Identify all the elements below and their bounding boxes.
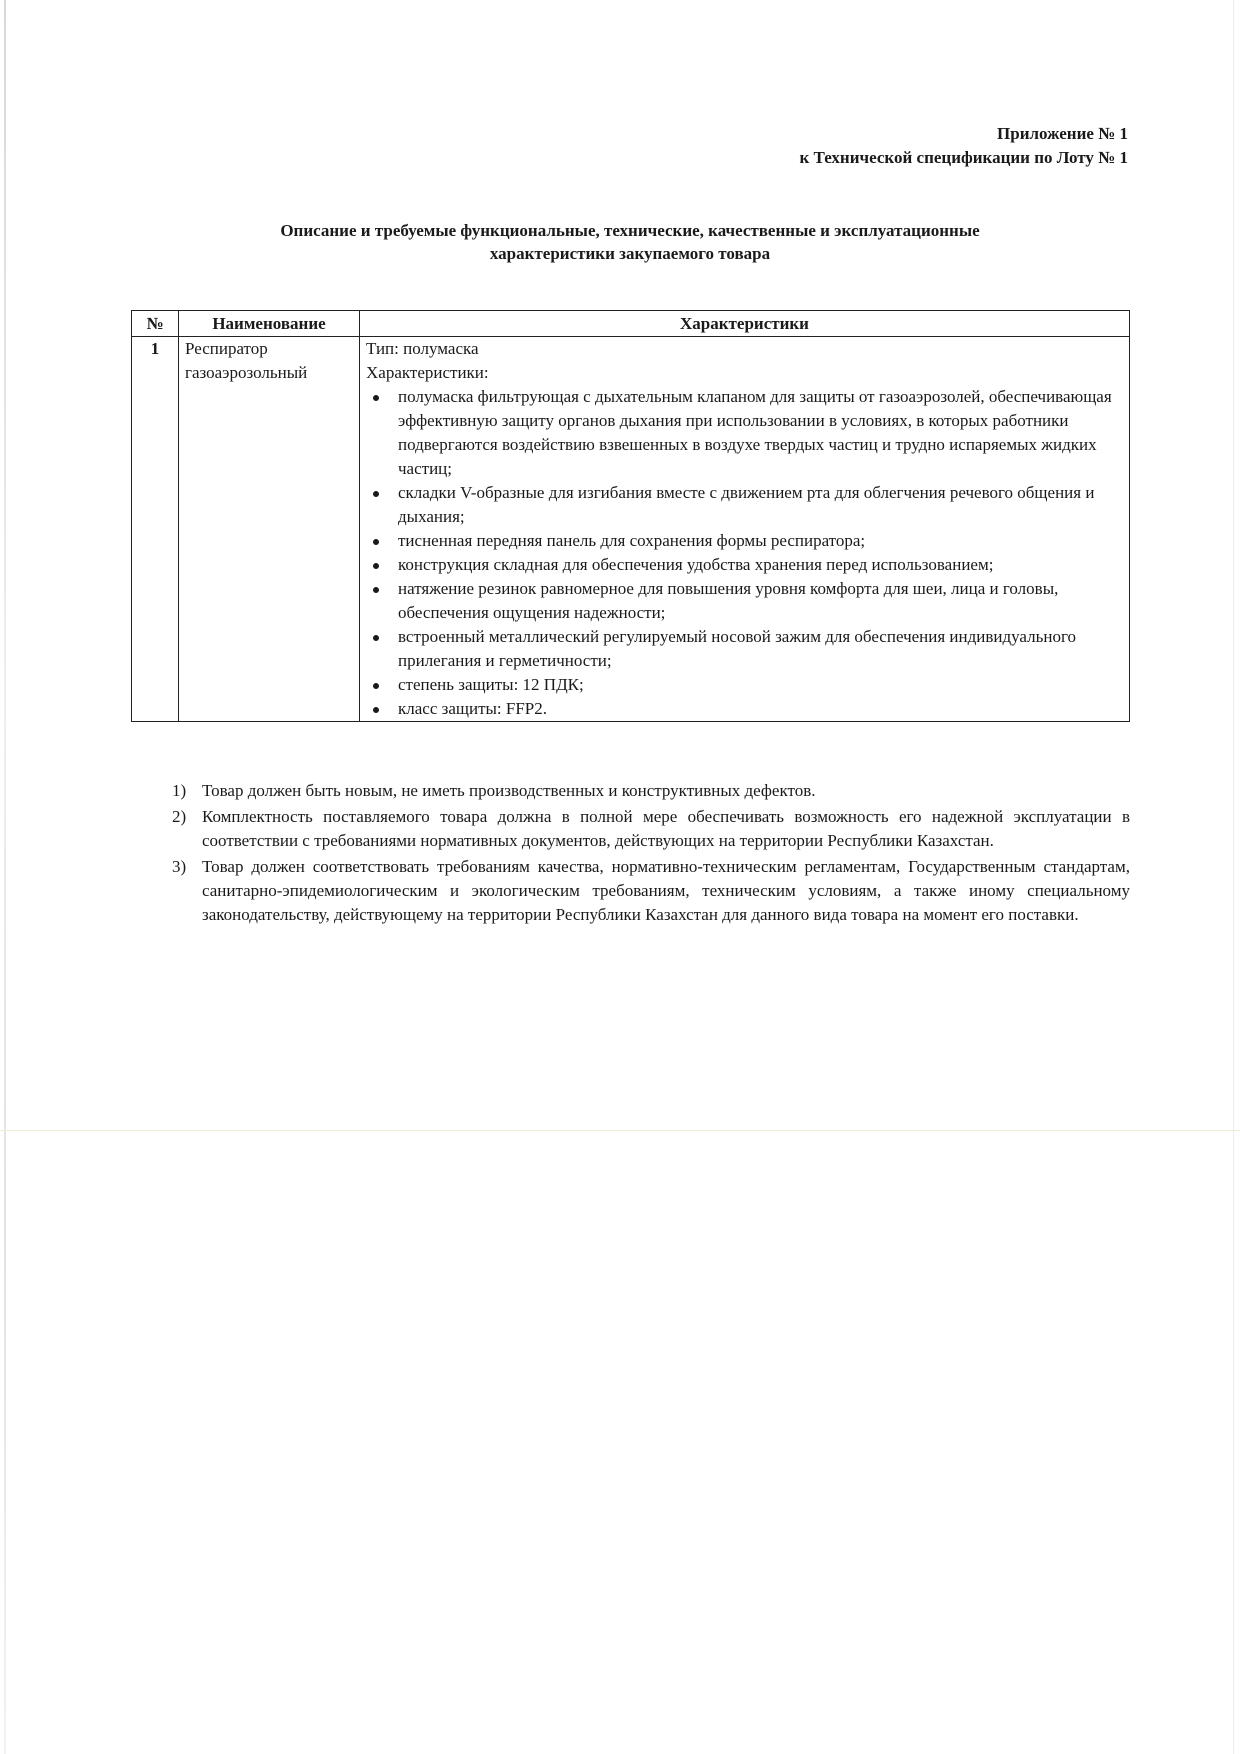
scan-edge-artifact: [4, 0, 6, 1754]
characteristics-list: [366, 385, 1123, 721]
list-item: складки V-образные для изгибания вместе с движением рта для облегчения речевого общения и дыхания;: [366, 481, 1123, 529]
header-characteristics: Характеристики: [360, 311, 1130, 337]
list-item: степень защиты: 12 ПДК;: [366, 673, 1123, 697]
table-header-row: [132, 311, 1130, 337]
requirement-number: 2): [172, 807, 187, 826]
row-name-line-1: Респиратор: [185, 339, 268, 358]
requirement-text: Товар должен быть новым, не иметь производственных и конструктивных дефектов.: [202, 781, 816, 800]
document-title-line-1: Описание и требуемые функциональные, технические, качественные и эксплуатационные: [280, 221, 980, 240]
requirement-text: Комплектность поставляемого товара должна в полной мере обеспечивать возможность его надежной эксплуатации в соответствии с требованиями нормативных документов, действующих на территории Республики Казахстан.: [202, 807, 1130, 850]
requirements-list: [172, 779, 1130, 929]
requirement-text: Товар должен соответствовать требованиям качества, нормативно-техническим регламентам, Государственным стандартам, санитарно-эпидемиологическим и экологическим требованиям, техническим условиям, а также иному специальному законодательству, действующему на территории Республики Казахстан для данного вида товара на момент его поставки.: [202, 857, 1130, 924]
list-item: тисненная передняя панель для сохранения формы респиратора;: [366, 529, 1123, 553]
row-type: Тип: полумаска: [366, 339, 479, 358]
row-characteristics-label: Характеристики:: [366, 363, 489, 382]
document-title: [130, 219, 1130, 265]
appendix-line-2: к Технической спецификации по Лоту № 1: [799, 148, 1128, 167]
list-item: полумаска фильтрующая с дыхательным клапаном для защиты от газоаэрозолей, обеспечивающая эффективную защиту органов дыхания при использовании в условиях, в которых работники подвергаются воздействию взвешенных в воздухе твердых частиц и трудно испаряемых жидких частиц;: [366, 385, 1123, 481]
appendix-header: [799, 122, 1128, 170]
requirement-item: [172, 805, 1130, 853]
row-characteristics: [360, 337, 1130, 722]
row-name: [179, 337, 360, 722]
list-item: класс защиты: FFP2.: [366, 697, 1123, 721]
appendix-line-1: Приложение № 1: [997, 124, 1128, 143]
requirement-item: [172, 779, 1130, 803]
row-name-line-2: газоаэрозольный: [185, 363, 308, 382]
scan-fold-line: [0, 1130, 1240, 1131]
document-title-line-2: характеристики закупаемого товара: [489, 244, 771, 263]
list-item: встроенный металлический регулируемый носовой зажим для обеспечения индивидуального прилегания и герметичности;: [366, 625, 1123, 673]
table-row: [132, 337, 1130, 722]
row-number: 1: [132, 337, 179, 722]
list-item: натяжение резинок равномерное для повышения уровня комфорта для шеи, лица и головы, обеспечения ощущения надежности;: [366, 577, 1123, 625]
list-item: конструкция складная для обеспечения удобства хранения перед использованием;: [366, 553, 1123, 577]
header-name: Наименование: [179, 311, 360, 337]
header-number: №: [132, 311, 179, 337]
specification-table: [131, 310, 1130, 722]
scan-edge-artifact-right: [1233, 0, 1234, 1754]
requirement-item: [172, 855, 1130, 927]
requirement-number: 3): [172, 857, 187, 876]
requirement-number: 1): [172, 781, 187, 800]
